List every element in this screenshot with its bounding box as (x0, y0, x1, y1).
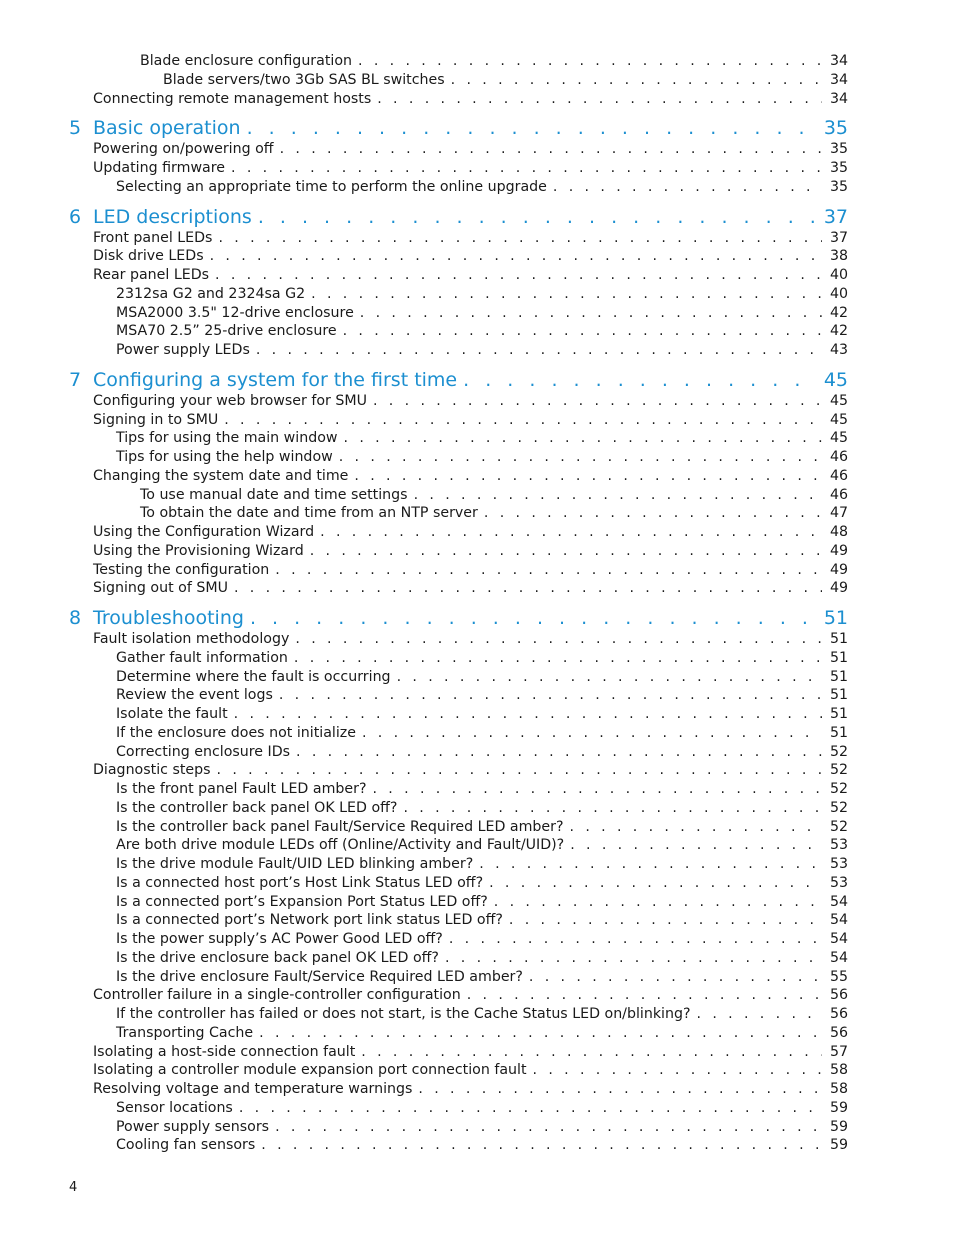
toc-entry-title: Is the drive module Fault/UID LED blinking amber? (116, 856, 474, 872)
toc-entry-page-number: 59 (829, 1137, 848, 1154)
toc-entry-title: Is the controller back panel OK LED off? (116, 799, 398, 816)
toc-entry-page-number: 56 (829, 987, 848, 1004)
toc-entry-page-number: 34 (829, 71, 848, 88)
toc-entry[interactable] (116, 1005, 848, 1023)
dot-leader (258, 205, 818, 229)
toc-entry[interactable] (116, 341, 848, 359)
toc-entry-title: Transporting Cache (116, 1024, 254, 1041)
chapter-title: Basic operation (93, 117, 241, 140)
toc-entry-title: Rear panel LEDs (93, 267, 210, 283)
chapter-number: 8 (69, 607, 82, 629)
toc-entry[interactable] (116, 818, 848, 836)
toc-entry-page-number: 52 (829, 781, 848, 797)
toc-entry-title: Correcting enclosure IDs (116, 743, 291, 760)
toc-entry[interactable] (116, 949, 848, 967)
chapter-heading[interactable] (69, 606, 848, 630)
dot-leader (397, 668, 822, 686)
toc-entry-title: Using the Configuration Wizard (93, 524, 315, 540)
toc-entry-page-number: 48 (829, 524, 848, 540)
toc-entry-page-number: 49 (829, 542, 848, 559)
dot-leader (570, 818, 822, 836)
toc-entry-page-number: 54 (829, 931, 848, 947)
dot-leader (234, 579, 822, 597)
toc-entry-page-number: 40 (829, 285, 848, 302)
toc-entry[interactable] (93, 523, 848, 541)
toc-entry-page-number: 51 (829, 631, 848, 647)
toc-entry[interactable] (116, 836, 848, 854)
toc-entry-title: Is a connected port’s Network port link status LED off? (116, 912, 503, 929)
toc-entry-title: Cooling fan sensors (116, 1137, 256, 1154)
chapter-page-number: 37 (823, 205, 848, 228)
toc-entry[interactable] (116, 968, 848, 986)
dot-leader (339, 448, 822, 466)
toc-entry-title: To use manual date and time settings (140, 486, 408, 503)
toc-entry[interactable] (116, 799, 848, 817)
toc-entry-title: Is the drive enclosure back panel OK LED off? (116, 949, 439, 966)
toc-entry-title: Power supply sensors (116, 1118, 270, 1135)
toc-entry[interactable] (93, 1043, 848, 1061)
toc-entry[interactable] (116, 930, 848, 948)
toc-entry-title: Changing the system date and time (93, 467, 349, 484)
dot-leader (463, 368, 818, 392)
toc-entry-title: Powering on/powering off (93, 141, 274, 158)
toc-entry-title: Using the Provisioning Wizard (93, 542, 304, 559)
dot-leader (489, 874, 822, 892)
toc-entry-title: Is the drive enclosure Fault/Service Required LED amber? (116, 968, 523, 985)
toc-entry-title: 2312sa G2 and 2324sa G2 (116, 285, 306, 302)
toc-entry[interactable] (116, 649, 848, 667)
toc-entry-page-number: 35 (829, 141, 848, 158)
toc-entry[interactable] (93, 90, 848, 108)
toc-entry-page-number: 56 (829, 1006, 848, 1022)
toc-entry[interactable] (116, 322, 848, 340)
toc-entry-page-number: 51 (829, 724, 848, 741)
dot-leader (280, 140, 822, 158)
toc-entry-page-number: 45 (829, 430, 848, 447)
toc-entry-title: Blade enclosure configuration (140, 53, 353, 69)
toc-entry-page-number: 55 (829, 968, 848, 985)
toc-entry-title: Front panel LEDs (93, 229, 213, 246)
toc-entry[interactable] (93, 1061, 848, 1079)
toc-entry[interactable] (116, 743, 848, 761)
toc-entry-title: Signing out of SMU (93, 580, 228, 597)
dot-leader (484, 504, 822, 522)
toc-entry-title: Diagnostic steps (93, 762, 211, 779)
toc-entry-title: If the enclosure does not initialize (116, 724, 356, 741)
dot-leader (294, 649, 822, 667)
toc-entry[interactable] (116, 855, 848, 873)
toc-entry-page-number: 56 (829, 1024, 848, 1041)
toc-entry-page-number: 34 (829, 90, 848, 107)
toc-entry[interactable] (116, 429, 848, 447)
toc-entry-page-number: 58 (829, 1062, 848, 1079)
toc-entry-title: Fault isolation methodology (93, 631, 290, 647)
toc-entry-page-number: 51 (829, 687, 848, 704)
chapter-heading[interactable] (69, 116, 848, 140)
toc-entry-title: MSA70 2.5” 25-drive enclosure (116, 323, 337, 340)
dot-leader (451, 71, 822, 89)
toc-entry-title: Updating firmware (93, 160, 225, 176)
dot-leader (224, 411, 822, 429)
dot-leader (358, 52, 822, 70)
dot-leader (362, 724, 822, 742)
toc-entry-title: Selecting an appropriate time to perform the online upgrade (116, 178, 547, 195)
toc-entry-title: Tips for using the help window (116, 449, 333, 465)
chapter-heading[interactable] (69, 368, 848, 392)
chapter-page-number: 45 (823, 368, 848, 391)
dot-leader (215, 266, 822, 284)
chapter-number: 5 (69, 117, 82, 140)
dot-leader (239, 1099, 822, 1117)
toc-entry-page-number: 35 (829, 178, 848, 195)
dot-leader (250, 606, 818, 630)
toc-entry-page-number: 45 (829, 392, 848, 409)
toc-entry[interactable] (116, 686, 848, 704)
toc-entry[interactable] (163, 71, 848, 89)
toc-entry-title: Gather fault information (116, 649, 288, 666)
chapter-heading[interactable] (69, 205, 848, 229)
toc-entry-title: Isolating a controller module expansion port connection fault (93, 1062, 527, 1079)
toc-entry-title: Are both drive module LEDs off (Online/Activity and Fault/UID)? (116, 837, 565, 854)
toc-entry-title: Review the event logs (116, 687, 273, 704)
toc-entry[interactable] (93, 986, 848, 1004)
toc-entry-page-number: 54 (829, 912, 848, 929)
toc-entry-page-number: 46 (829, 467, 848, 484)
chapter-title: Troubleshooting (93, 607, 244, 629)
toc-entry-page-number: 51 (829, 668, 848, 685)
toc-entry-page-number: 51 (829, 706, 848, 722)
toc-entry[interactable] (116, 893, 848, 911)
toc-entry[interactable] (93, 392, 848, 410)
toc-entry-title: Is the power supply’s AC Power Good LED off? (116, 931, 443, 947)
toc-entry-page-number: 49 (829, 561, 848, 578)
dot-leader (377, 90, 822, 108)
toc-entry[interactable] (93, 411, 848, 429)
toc-entry-page-number: 58 (829, 1081, 848, 1097)
toc-entry-page-number: 52 (829, 762, 848, 779)
toc-entry-page-number: 52 (829, 743, 848, 760)
toc-entry[interactable] (93, 266, 848, 284)
toc-entry[interactable] (93, 229, 848, 247)
dot-leader (210, 247, 822, 265)
dot-leader (445, 949, 822, 967)
toc-entry-page-number: 52 (829, 818, 848, 835)
toc-entry[interactable] (116, 178, 848, 196)
dot-leader (354, 467, 822, 485)
toc-entry[interactable] (93, 159, 848, 177)
dot-leader (533, 1061, 822, 1079)
toc-entry[interactable] (116, 448, 848, 466)
toc-entry-title: Isolating a host-side connection fault (93, 1043, 356, 1060)
toc-entry[interactable] (140, 486, 848, 504)
dot-leader (467, 986, 822, 1004)
toc-entry-title: Tips for using the main window (116, 430, 338, 447)
toc-entry[interactable] (116, 1136, 848, 1154)
toc-entry-page-number: 49 (829, 580, 848, 597)
toc-entry[interactable] (93, 561, 848, 579)
toc-entry-title: Is a connected port’s Expansion Port Status LED off? (116, 893, 488, 910)
toc-entry[interactable] (93, 542, 848, 560)
toc-entry[interactable] (116, 1118, 848, 1136)
toc-entry[interactable] (116, 285, 848, 303)
dot-leader (296, 743, 822, 761)
chapter-page-number: 51 (823, 607, 848, 629)
toc-entry-page-number: 35 (829, 160, 848, 176)
dot-leader (372, 780, 822, 798)
dot-leader (247, 116, 818, 140)
toc-entry-page-number: 43 (829, 342, 848, 358)
toc-entry-title: Signing in to SMU (93, 411, 219, 428)
dot-leader (697, 1005, 822, 1023)
toc-entry-page-number: 38 (829, 248, 848, 265)
toc-entry-page-number: 46 (829, 486, 848, 503)
toc-entry[interactable] (140, 52, 848, 70)
dot-leader (570, 836, 822, 854)
dot-leader (343, 322, 822, 340)
toc-entry-title: Disk drive LEDs (93, 248, 204, 265)
toc-entry-title: Sensor locations (116, 1099, 233, 1116)
toc-entry[interactable] (93, 1080, 848, 1098)
toc-entry-title: Determine where the fault is occurring (116, 668, 391, 685)
toc-entry[interactable] (116, 724, 848, 742)
toc-entry-page-number: 59 (829, 1099, 848, 1116)
dot-leader (311, 285, 822, 303)
dot-leader (256, 341, 822, 359)
dot-leader (509, 911, 822, 929)
toc-entry[interactable] (93, 247, 848, 265)
toc-entry-title: To obtain the date and time from an NTP server (140, 505, 478, 522)
toc-entry-page-number: 42 (829, 323, 848, 340)
toc-entry-title: Power supply LEDs (116, 342, 250, 358)
toc-entry[interactable] (93, 630, 848, 648)
dot-leader (344, 429, 822, 447)
toc-entry-title: If the controller has failed or does not start, is the Cache Status LED on/blinking? (116, 1006, 691, 1022)
dot-leader (217, 761, 822, 779)
toc-entry-page-number: 53 (829, 856, 848, 872)
dot-leader (414, 486, 822, 504)
dot-leader (261, 1136, 822, 1154)
toc-entry[interactable] (116, 911, 848, 929)
toc-entry[interactable] (93, 761, 848, 779)
toc-entry[interactable] (116, 1024, 848, 1042)
toc-entry-title: MSA2000 3.5" 12-drive enclosure (116, 304, 354, 321)
toc-entry-title: Isolate the fault (116, 706, 228, 722)
dot-leader (373, 392, 822, 410)
toc-entry-page-number: 54 (829, 949, 848, 966)
toc-entry-title: Configuring your web browser for SMU (93, 392, 367, 409)
toc-entry[interactable] (93, 579, 848, 597)
toc-entry[interactable] (116, 668, 848, 686)
dot-leader (275, 1118, 822, 1136)
chapter-number: 7 (69, 368, 82, 391)
toc-entry-title: Blade servers/two 3Gb SAS BL switches (163, 71, 445, 88)
dot-leader (218, 229, 822, 247)
toc-entry-page-number: 59 (829, 1118, 848, 1135)
toc-entry-page-number: 34 (829, 53, 848, 69)
toc-entry-title: Is the controller back panel Fault/Service Required LED amber? (116, 818, 564, 835)
toc-entry-page-number: 42 (829, 304, 848, 321)
toc-entry-page-number: 51 (829, 649, 848, 666)
toc-entry-page-number: 53 (829, 837, 848, 854)
dot-leader (403, 799, 822, 817)
dot-leader (494, 893, 822, 911)
toc-entry-title: Is the front panel Fault LED amber? (116, 781, 367, 797)
toc-entry[interactable] (93, 467, 848, 485)
chapter-title: Configuring a system for the first time (93, 368, 458, 391)
dot-leader (479, 855, 822, 873)
toc-entry[interactable] (93, 140, 848, 158)
toc-entry[interactable] (116, 1099, 848, 1117)
dot-leader (418, 1080, 822, 1098)
chapter-number: 6 (69, 205, 82, 228)
dot-leader (275, 561, 822, 579)
toc-entry-title: Resolving voltage and temperature warnings (93, 1081, 413, 1097)
chapter-page-number: 35 (823, 117, 848, 140)
toc-entry-page-number: 54 (829, 893, 848, 910)
toc-entry-page-number: 53 (829, 874, 848, 891)
dot-leader (234, 705, 822, 723)
dot-leader (295, 630, 822, 648)
toc-entry-page-number: 45 (829, 411, 848, 428)
dot-leader (361, 1043, 822, 1061)
toc-entry-title: Testing the configuration (93, 561, 270, 578)
toc-entry-page-number: 47 (829, 505, 848, 522)
toc-entry-title: Is a connected host port’s Host Link Status LED off? (116, 874, 484, 891)
dot-leader (259, 1024, 822, 1042)
toc-entry-page-number: 46 (829, 449, 848, 465)
toc-entry[interactable] (116, 705, 848, 723)
dot-leader (360, 304, 822, 322)
toc-entry-page-number: 57 (829, 1043, 848, 1060)
toc-entry-title: Controller failure in a single-controller configuration (93, 987, 461, 1004)
toc-entry-page-number: 52 (829, 799, 848, 816)
dot-leader (553, 178, 822, 196)
dot-leader (320, 523, 822, 541)
toc-entry-page-number: 37 (829, 229, 848, 246)
chapter-title: LED descriptions (93, 205, 252, 228)
toc-entry-page-number: 40 (829, 267, 848, 283)
dot-leader (529, 968, 822, 986)
dot-leader (310, 542, 822, 560)
toc-entry[interactable] (140, 504, 848, 522)
toc-entry-title: Connecting remote management hosts (93, 90, 372, 107)
dot-leader (231, 159, 822, 177)
toc-entry[interactable] (116, 304, 848, 322)
page-number: 4 (69, 1180, 78, 1195)
toc-entry[interactable] (116, 780, 848, 798)
dot-leader (449, 930, 822, 948)
toc-entry[interactable] (116, 874, 848, 892)
dot-leader (279, 686, 822, 704)
